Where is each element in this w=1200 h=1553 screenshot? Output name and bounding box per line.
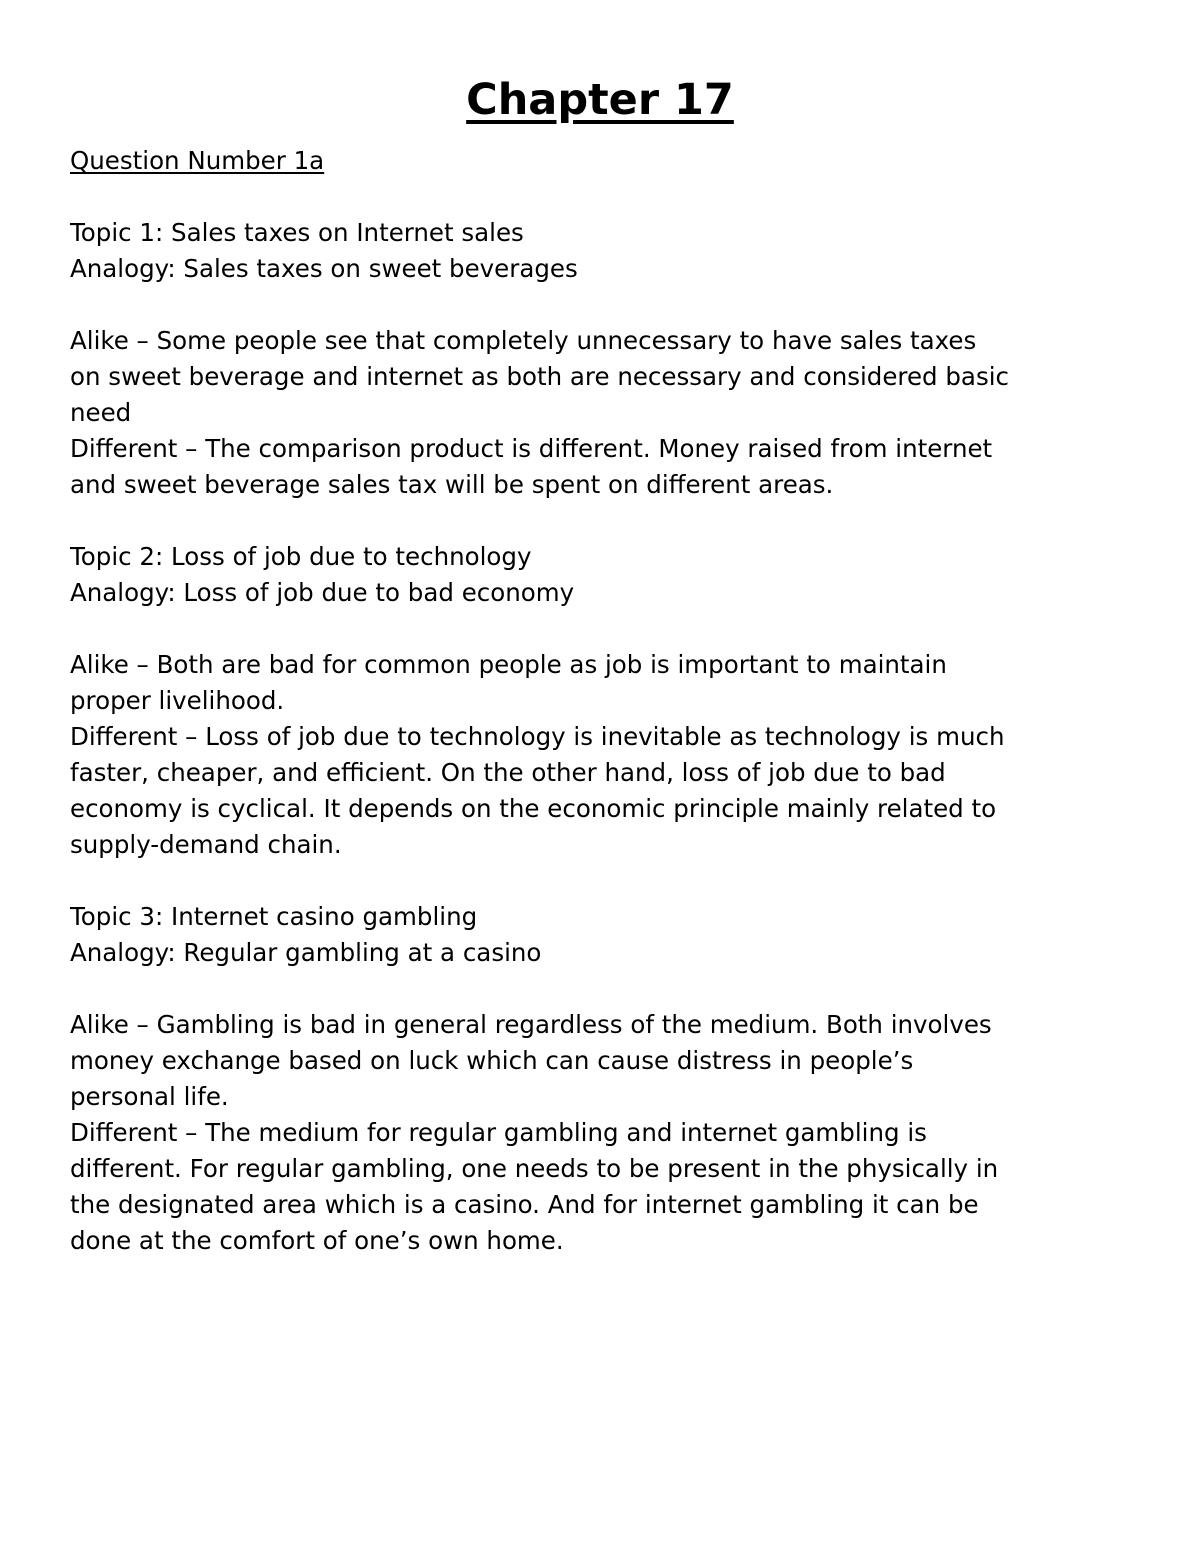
spacer (70, 863, 1140, 899)
alike-line: Alike – Both are bad for common people as job is important to maintain (70, 650, 947, 679)
spacer (70, 179, 1140, 215)
different-line: done at the comfort of one’s own home. (70, 1226, 564, 1255)
topic-heading: Topic 2: Loss of job due to technology (70, 542, 532, 571)
different-line: Different – The comparison product is different. Money raised from internet (70, 434, 993, 463)
alike-line: personal life. (70, 1082, 229, 1111)
topic-section-2 (70, 539, 1140, 863)
spacer (70, 287, 1140, 323)
topic-heading: Topic 1: Sales taxes on Internet sales (70, 218, 524, 247)
different-line: faster, cheaper, and efficient. On the other hand, loss of job due to bad (70, 758, 946, 787)
different-line: the designated area which is a casino. And for internet gambling it can be (70, 1190, 979, 1219)
document-body (70, 143, 1140, 1259)
different-line: Different – The medium for regular gambling and internet gambling is (70, 1118, 927, 1147)
different-line: supply-demand chain. (70, 830, 342, 859)
page-title: Chapter 17 (466, 75, 734, 125)
different-line: economy is cyclical. It depends on the economic principle mainly related to (70, 794, 997, 823)
topic-heading: Topic 3: Internet casino gambling (70, 902, 478, 931)
different-line: and sweet beverage sales tax will be spent on different areas. (70, 470, 834, 499)
alike-line: on sweet beverage and internet as both are necessary and considered basic (70, 362, 1009, 391)
spacer (70, 611, 1140, 647)
alike-line: proper livelihood. (70, 686, 285, 715)
spacer (70, 503, 1140, 539)
alike-line: Alike – Gambling is bad in general regardless of the medium. Both involves (70, 1010, 992, 1039)
alike-line: need (70, 398, 132, 427)
alike-line: money exchange based on luck which can cause distress in people’s (70, 1046, 914, 1075)
analogy-line: Analogy: Sales taxes on sweet beverages (70, 254, 578, 283)
different-line: Different – Loss of job due to technology is inevitable as technology is much (70, 722, 1005, 751)
topic-section-1 (70, 215, 1140, 503)
question-number: Question Number 1a (70, 146, 325, 175)
alike-line: Alike – Some people see that completely unnecessary to have sales taxes (70, 326, 977, 355)
different-line: different. For regular gambling, one needs to be present in the physically in (70, 1154, 999, 1183)
analogy-line: Analogy: Regular gambling at a casino (70, 938, 542, 967)
spacer (70, 971, 1140, 1007)
topic-section-3 (70, 899, 1140, 1259)
analogy-line: Analogy: Loss of job due to bad economy (70, 578, 575, 607)
